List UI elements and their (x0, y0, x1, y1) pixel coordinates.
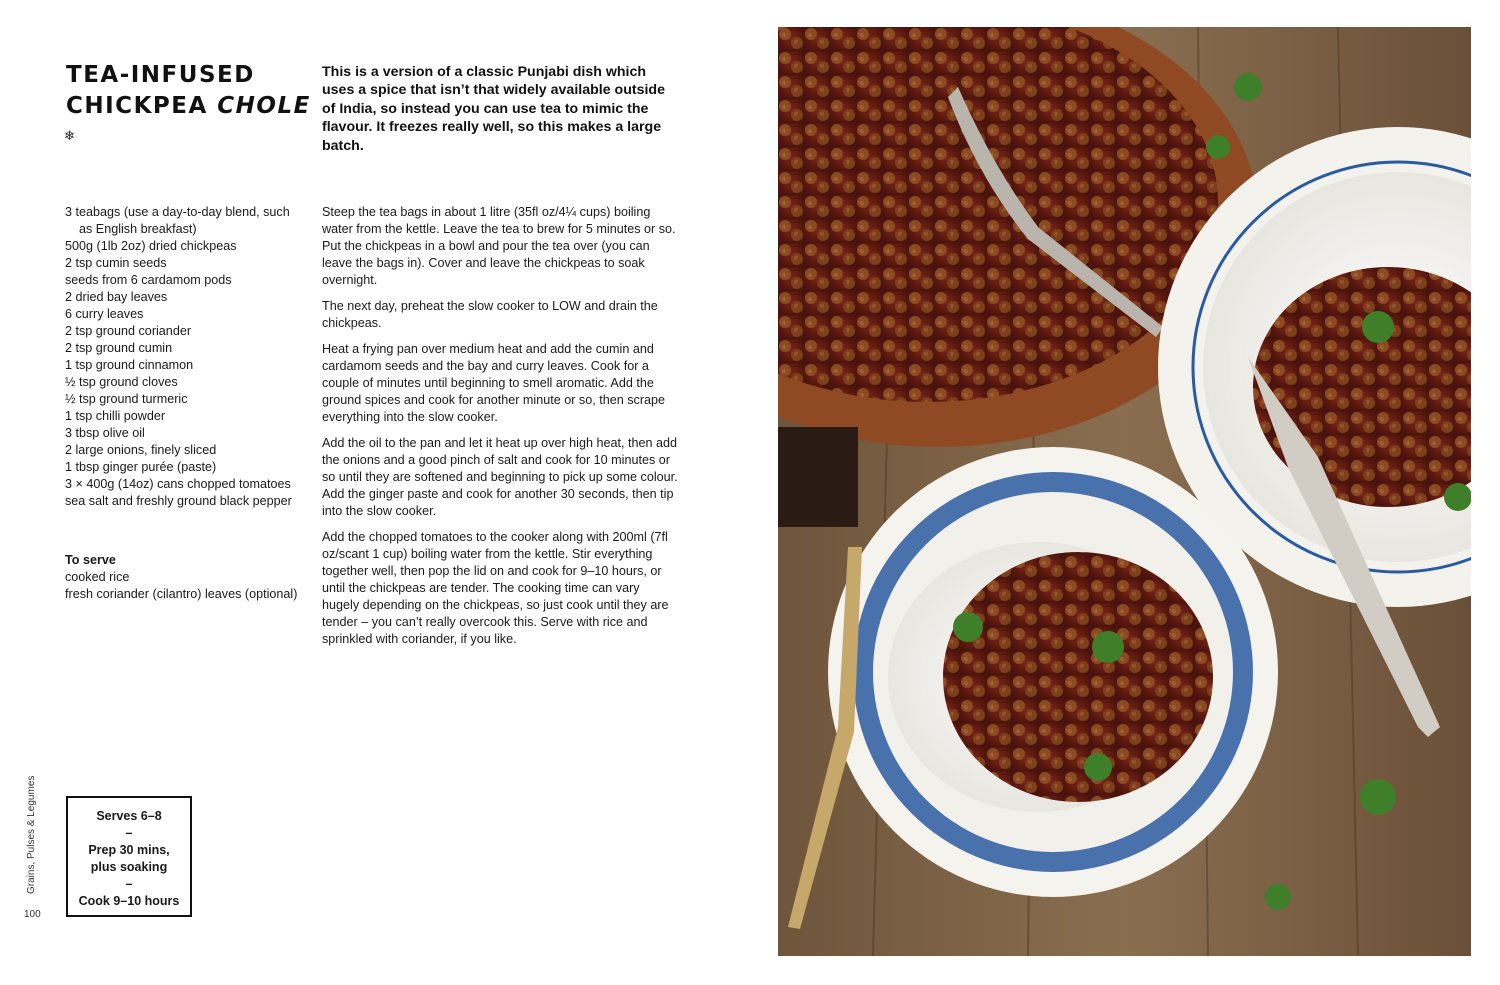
to-serve-list (65, 569, 305, 603)
ingredient-item: 1 tsp chilli powder (65, 409, 166, 423)
ingredient-item: 3 tbsp olive oil (65, 426, 145, 440)
method-step: Heat a frying pan over medium heat and add the cumin and cardamom seeds and the bay and curry leaves. Cook for a couple of minutes until beginning to smell aromatic. Add the ground spices and cook for another minute or so, then scrape everything into the slow cooker. (322, 342, 666, 424)
page-number: 100 (24, 909, 41, 920)
freezer-icon: ❄ (64, 128, 75, 143)
ingredient-item: 2 tsp cumin seeds (65, 256, 167, 270)
prep-text: Prep 30 mins, (88, 843, 170, 857)
ingredient-item: 1 tsp ground cinnamon (65, 358, 194, 372)
recipe-title (66, 60, 311, 122)
timing-separator: – (125, 877, 133, 891)
title-line-2-upright: CHICKPEA (66, 93, 218, 119)
recipe-intro: This is a version of a classic Punjabi dish which uses a spice that isn’t that widely available outside of India, so instead you can use tea to mimic the flavour. It freezes really well, so this makes a large batch. (322, 64, 665, 154)
ingredient-item: 1 tbsp ginger purée (paste) (65, 460, 217, 474)
title-line-2-italic: CHOLE (217, 93, 311, 119)
ingredient-item: 3 × 400g (14oz) cans chopped tomatoes (65, 477, 291, 491)
ingredient-item: 3 teabags (use a day-to-day blend, such as English breakfast) (65, 205, 290, 236)
ingredient-item: 2 tsp ground cumin (65, 341, 173, 355)
ingredient-item: sea salt and freshly ground black pepper (65, 494, 292, 508)
section-label-text: Grains, Pulses & Legumes (26, 775, 37, 894)
title-line-2 (66, 91, 311, 122)
method-step: Add the chopped tomatoes to the cooker along with 200ml (7fl oz/scant 1 cup) boiling water from the kettle. Stir everything together well, then pop the lid on and cook for 9–10 hours, or until the chickpeas are tender. The cooking time can vary hugely depending on the chickpeas, so just cook until they are tender – you can’t really overcook this. Serve with rice and sprinkled with coriander, if you like. (322, 530, 669, 646)
dish-photo (778, 27, 1471, 956)
ingredient-item: ½ tsp ground cloves (65, 375, 178, 389)
timing-separator: – (125, 826, 133, 840)
ingredients-list (65, 204, 305, 510)
to-serve-heading: To serve (65, 553, 116, 567)
ingredient-item: ½ tsp ground turmeric (65, 392, 188, 406)
ingredient-item: 2 large onions, finely sliced (65, 443, 217, 457)
method-step: The next day, preheat the slow cooker to LOW and drain the chickpeas. (322, 299, 658, 330)
dish-photo-illustration (778, 27, 1471, 956)
ingredient-item: 2 tsp ground coriander (65, 324, 192, 338)
title-line-1: TEA-INFUSED (66, 62, 255, 88)
cook-text: Cook 9–10 hours (78, 894, 180, 908)
method-step: Add the oil to the pan and let it heat up over high heat, then add the onions and a good pinch of salt and cook for 10 minutes or so until they are softened and beginning to pick up some colour. Add the ginger paste and cook for another 30 seconds, then tip into the slow cooker. (322, 436, 678, 518)
method-steps (322, 204, 678, 657)
prep-text-2: plus soaking (90, 860, 168, 874)
ingredient-item: 2 dried bay leaves (65, 290, 168, 304)
method-step: Steep the tea bags in about 1 litre (35fl oz/4¼ cups) boiling water from the kettle. Leave the tea to brew for 5 minutes or so. Put the chickpeas in a bowl and pour the tea over (you can leave the bags in). Cover and leave the chickpeas to soak overnight. (322, 205, 676, 287)
ingredient-item: 500g (1lb 2oz) dried chickpeas (65, 239, 237, 253)
to-serve-item: fresh coriander (cilantro) leaves (optional) (65, 587, 298, 601)
timing-box (66, 796, 192, 917)
ingredient-item: seeds from 6 cardamom pods (65, 273, 232, 287)
to-serve-item: cooked rice (65, 570, 130, 584)
serves-text: Serves 6–8 (96, 809, 162, 823)
ingredient-item: 6 curry leaves (65, 307, 144, 321)
section-label (20, 772, 44, 894)
